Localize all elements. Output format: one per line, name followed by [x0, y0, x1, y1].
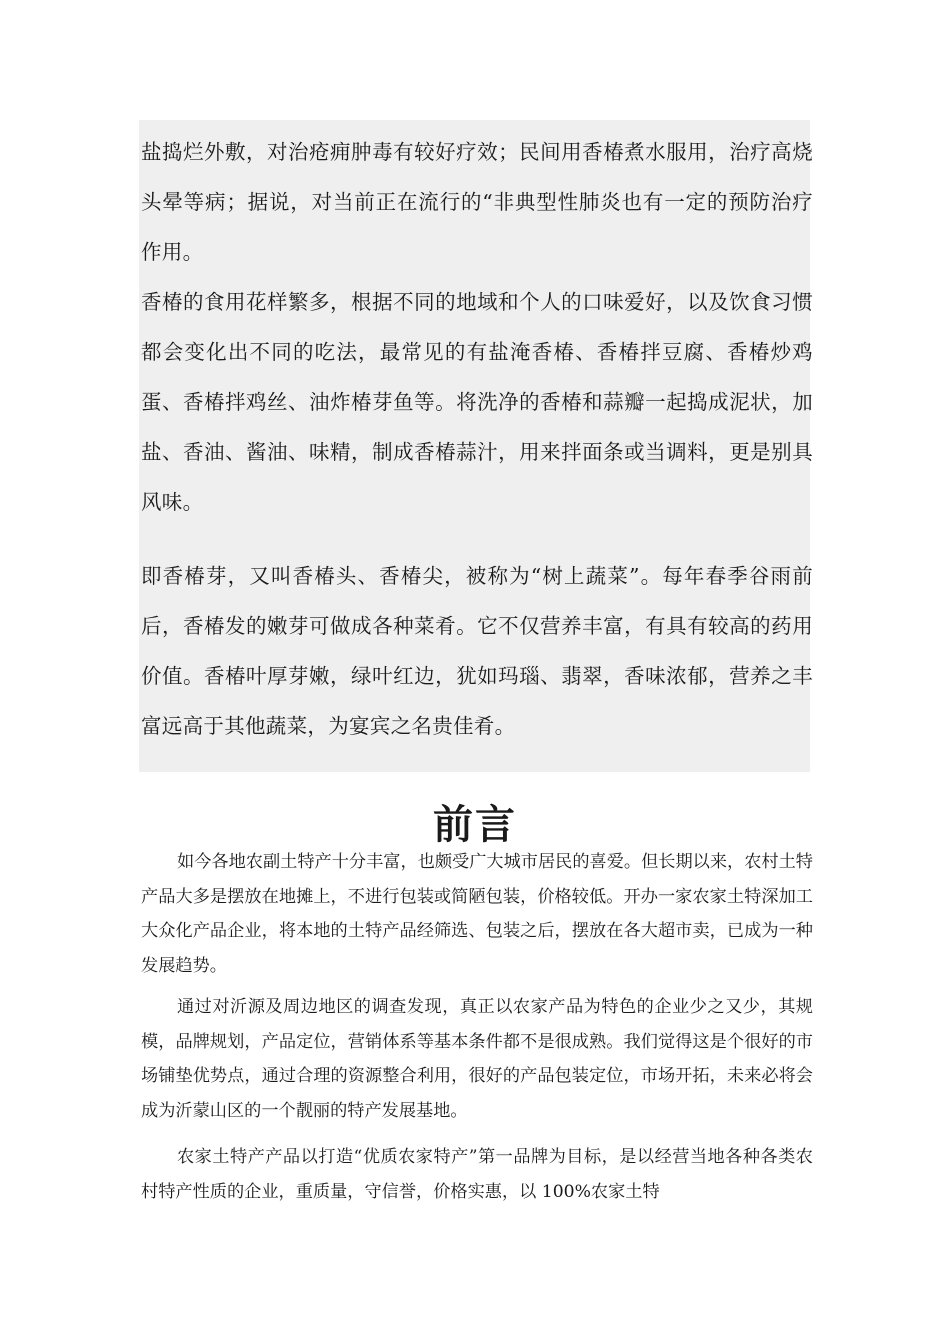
- section-heading: 前言: [433, 802, 517, 848]
- body-paragraph: 通过对沂源及周边地区的调查发现，真正以农家产品为特色的企业少之又少，其规模，品牌规划，产品定位，营销体系等基本条件都不是很成熟。我们觉得这是个很好的市场铺垫优势点，通过合理的资源整合利用，很好的产品包装定位，市场开拓，未来必将会成为沂蒙山区的一个靓丽的特产发展基地。: [141, 997, 813, 1121]
- body-paragraph: 农家土特产产品以打造“优质农家特产”第一品牌为目标，是以经营当地各种各类农村特产性质的企业，重质量，守信誉，价格实惠，以 100%农家土特: [141, 1147, 813, 1202]
- body-paragraph: 如今各地农副土特产十分丰富，也颇受广大城市居民的喜爱。但长期以来，农村土特产品大多是摆放在地摊上，不进行包装或简陋包装，价格较低。开办一家农家土特深加工大众化产品企业，将本地的土特产品经筛选、包装之后，摆放在各大超市卖，已成为一种发展趋势。: [141, 852, 813, 976]
- shaded-paragraph: 即香椿芽，又叫香椿头、香椿尖，被称为“树上蔬菜”。每年春季谷雨前后，香椿发的嫩芽可做成各种菜肴。它不仅营养丰富，有具有较高的药用价值。香椿叶厚芽嫩，绿叶红边，犹如玛瑙、翡翠，香味浓郁，营养之丰富远高于其他蔬菜，为宴宾之名贵佳肴。: [141, 564, 813, 738]
- shaded-paragraph: 盐捣烂外敷，对治疮痈肿毒有较好疗效；民间用香椿煮水服用，治疗高烧头晕等病；据说，对当前正在流行的“非典型性肺炎也有一定的预防治疗作用。: [141, 140, 813, 264]
- shaded-paragraph: 香椿的食用花样繁多，根据不同的地域和个人的口味爱好，以及饮食习惯都会变化出不同的吃法，最常见的有盐淹香椿、香椿拌豆腐、香椿炒鸡蛋、香椿拌鸡丝、油炸椿芽鱼等。将洗净的香椿和蒜瓣一起捣成泥状，加盐、香油、酱油、味精，制成香椿蒜汁，用来拌面条或当调料，更是别具风味。: [141, 290, 813, 514]
